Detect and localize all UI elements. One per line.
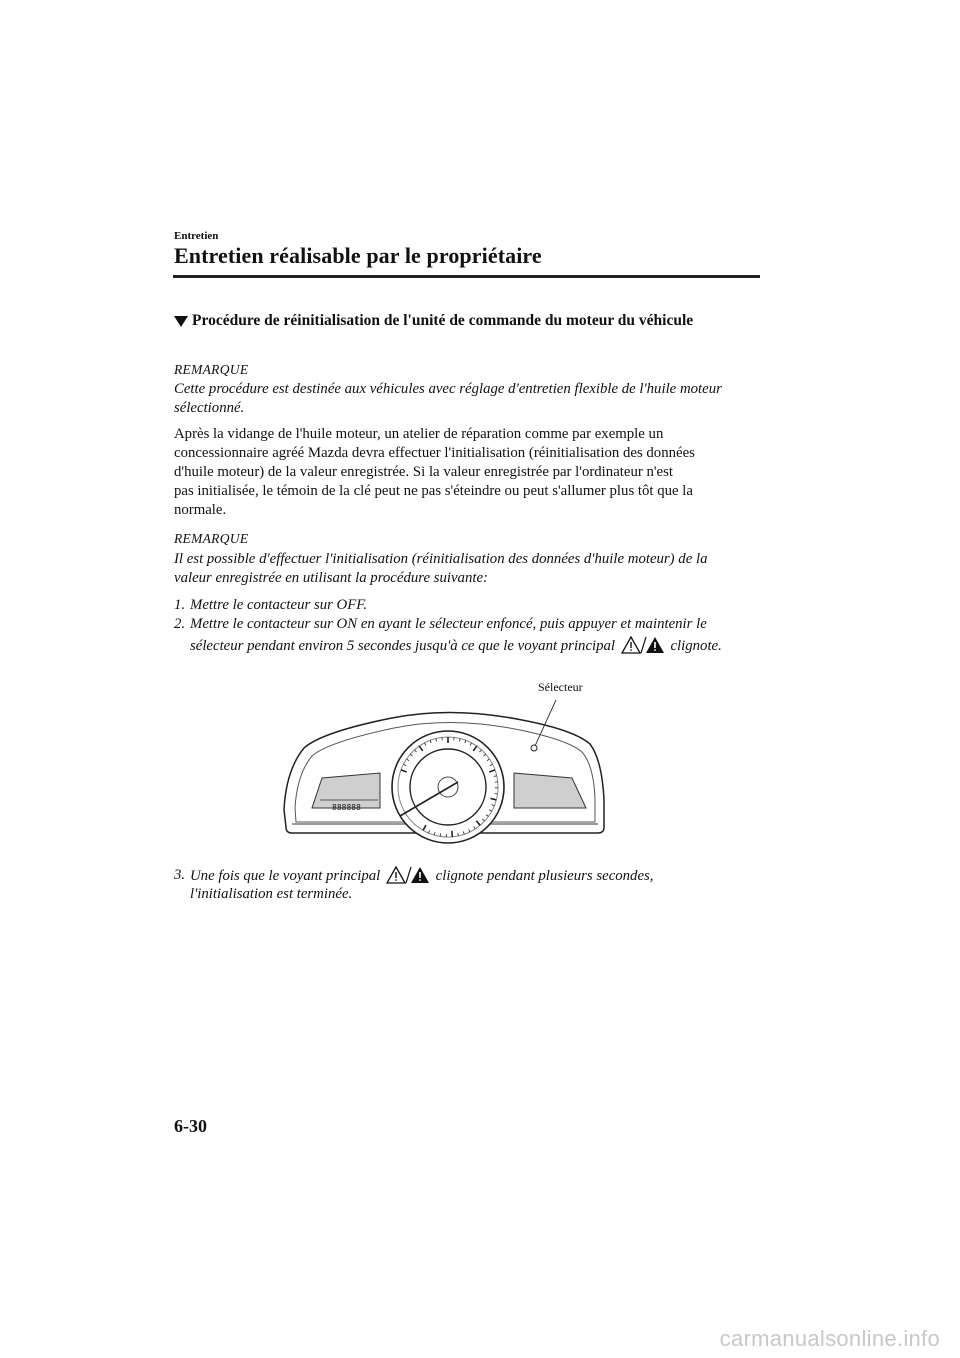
note-line: Il est possible d'effectuer l'initialisation (réinitialisation des données d'huile moteur) de la (174, 551, 708, 567)
step-text: sélecteur pendant environ 5 secondes jusqu'à ce que le voyant principal (190, 638, 616, 654)
gauge-tick (452, 831, 453, 837)
step-3-cont: l'initialisation est terminée. (190, 886, 353, 902)
step-number: 3. (174, 867, 186, 883)
instrument-cluster-illustration (282, 700, 614, 845)
page-title: Entretien réalisable par le propriétaire (174, 243, 542, 268)
body-line: pas initialisée, le témoin de la clé peut ne pas s'éteindre ou peut s'allumer plus tôt que la (174, 483, 693, 499)
step-text: Mettre le contacteur sur OFF. (190, 597, 368, 613)
body-line: d'huile moteur) de la valeur enregistrée. Si la valeur enregistrée par l'ordinateur n'est (174, 464, 673, 480)
body-line: normale. (174, 502, 227, 518)
note-line: sélectionné. (174, 400, 245, 416)
master-warning-icon (621, 636, 665, 654)
selector-knob (531, 745, 537, 751)
down-triangle-icon (174, 315, 188, 328)
step-text: clignote. (670, 638, 722, 654)
note-text (174, 380, 764, 418)
step-3-line (190, 866, 653, 886)
note-text (174, 550, 764, 588)
step-text: Une fois que le voyant principal (190, 868, 381, 884)
step-text: Mettre le contacteur sur ON en ayant le sélecteur enfoncé, puis appuyer et maintenir le (190, 616, 707, 632)
odometer-readout: 888888 (332, 803, 361, 812)
master-warning-icon (386, 866, 430, 884)
note-label: REMARQUE (174, 362, 249, 377)
body-paragraph (174, 425, 764, 520)
body-line: Après la vidange de l'huile moteur, un atelier de réparation comme par exemple un (174, 426, 664, 442)
step-2-cont (190, 636, 722, 656)
note-label: REMARQUE (174, 531, 249, 546)
procedure-heading-text: Procédure de réinitialisation de l'unité de commande du moteur du véhicule (192, 312, 694, 329)
note-line: Cette procédure est destinée aux véhicules avec réglage d'entretien flexible de l'huile moteur (174, 381, 722, 397)
watermark: carmanualsonline.info (719, 1326, 940, 1351)
step-number: 1. (174, 597, 186, 613)
procedure-heading (174, 312, 693, 330)
selector-callout-label: Sélecteur (538, 680, 583, 694)
title-rule (173, 275, 760, 278)
step-text: clignote pendant plusieurs secondes, (435, 868, 654, 884)
body-line: concessionnaire agréé Mazda devra effectuer l'initialisation (réinitialisation des données (174, 445, 695, 461)
step-number: 2. (174, 616, 186, 632)
right-display (514, 773, 586, 808)
section-label: Entretien (174, 230, 219, 242)
note-line: valeur enregistrée en utilisant la procédure suivante: (174, 570, 488, 586)
page-number: 6-30 (174, 1116, 207, 1136)
